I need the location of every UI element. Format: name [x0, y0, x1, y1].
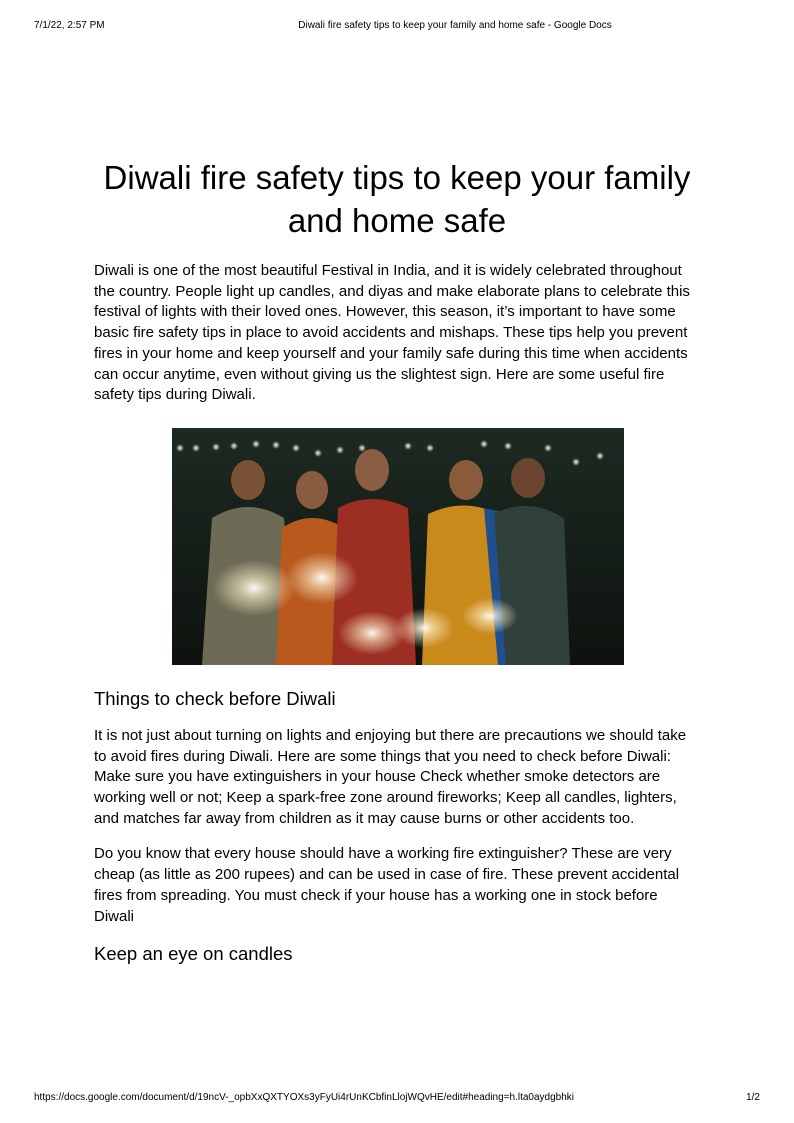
hero-image-people-with-sparklers: [172, 428, 624, 665]
print-url: https://docs.google.com/document/d/19ncV-_opbXxQXTYOXs3yFyUi4rUnKCbfinLlojWQvHE/edit#heading=h.lta0aydgbhki: [34, 1092, 575, 1103]
document-body: [94, 156, 700, 966]
section-heading-candles: Keep an eye on candles: [94, 943, 293, 965]
print-header: [0, 19, 794, 33]
section-heading-things-to-check: Things to check before Diwali: [94, 687, 336, 709]
print-doc-title: Diwali fire safety tips to keep your family and home safe - Google Docs: [298, 20, 612, 31]
print-datetime: 7/1/22, 2:57 PM: [34, 20, 105, 31]
page-number: 1/2: [746, 1092, 760, 1103]
document-title: Diwali fire safety tips to keep your family and home safe: [103, 159, 691, 239]
intro-paragraph: Diwali is one of the most beautiful Festival in India, and it is widely celebrated throughout the country. People light up candles, and diyas and make elaborate plans to celebrate this festival of lights with their loved ones. However, this season, it’s important to have some basic fire safety tips in place to avoid accidents and mishaps. These tips help you prevent fires in your home and keep yourself and your family safe during this time when accidents can occur anytime, even without giving us the slightest sign. Here are some useful fire safety tips during Diwali.: [94, 262, 690, 404]
print-footer: [0, 1091, 794, 1105]
section-paragraph: It is not just about turning on lights and enjoying but there are precautions we should take to avoid fires during Diwali. Here are some things that you need to check before Diwali: Make sure you have extinguishers in your house Check whether smoke detectors are working well or not; Keep a spark-free zone around fireworks; Keep all candles, lighters, and matches far away from children as it may cause burns or other accidents too.: [94, 726, 687, 827]
section-paragraph: Do you know that every house should have a working fire extinguisher? These are very cheap (as little as 200 rupees) and can be used in case of fire. These prevent accidental fires from spreading. You must check if your house has a working one in stock before Diwali: [94, 845, 680, 925]
